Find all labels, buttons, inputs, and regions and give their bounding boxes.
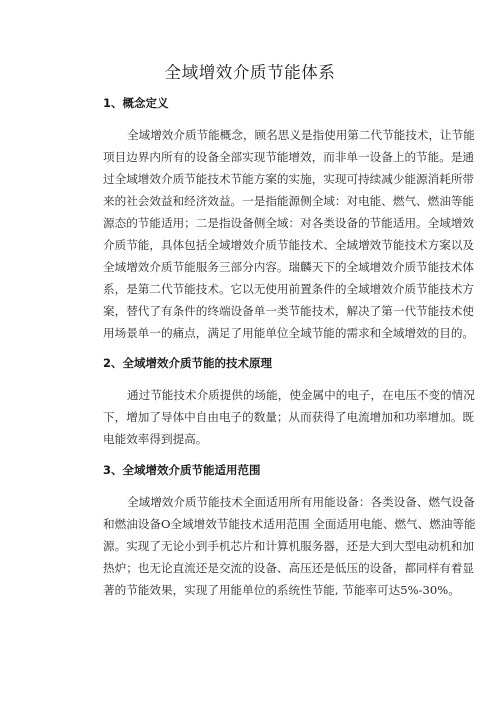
- paragraph-line: 来的社会效益和经济效益。一是指能源侧全域：对电能、燃气、燃油等能: [103, 194, 475, 208]
- section-heading-concept: 1、概念定义: [103, 96, 169, 110]
- paragraph-line: 电能效率得到提高。: [103, 432, 208, 446]
- paragraph-line: 系，是第二代节能技术。它以无使用前置条件的全域增效介质节能技术方: [103, 282, 475, 296]
- paragraph-line: 用场景单一的痛点，满足了用能单位全域节能的需求和全域增效的目的。: [103, 326, 475, 340]
- paragraph-line: 全域增效介质节能概念，顾名思义是指使用第二代节能技术，让节能: [127, 128, 475, 142]
- paragraph-line: 案，替代了有条件的终端设备单一类节能技术，解决了第一代节能技术使: [103, 304, 475, 318]
- paragraph-line: 介质节能，具体包括全域增效介质节能技术、全域增效节能技术方案以及: [103, 238, 475, 252]
- paragraph-line: 著的节能效果，实现了用能单位的系统性节能, 节能率可达5%-30%。: [103, 583, 460, 597]
- section-heading-scope: 3、全域增效介质节能适用范围: [103, 463, 261, 477]
- paragraph-line: 源态的节能适用；二是指设备侧全域：对各类设备的节能适用。全域增效: [103, 216, 475, 230]
- paragraph-line: 过全域增效介质节能技术节能方案的实施，实现可持续减少能源消耗所带: [103, 172, 475, 186]
- paragraph-line: 热炉；也无论直流还是交流的设备、高压还是低压的设备，都同样有着显: [103, 561, 475, 575]
- document-title: 全域增效介质节能体系: [164, 63, 336, 82]
- paragraph-line: 全域增效介质节能技术全面适用所有用能设备：各类设备、燃气设备: [127, 495, 475, 509]
- paragraph-line: 源。实现了无论小到手机芯片和计算机服务器，还是大到大型电动机和加: [103, 539, 475, 553]
- paragraph-line: 通过节能技术介质提供的场能，使金属中的电子，在电压不变的情况: [127, 388, 475, 402]
- paragraph-line: 和燃油设备O全域增效节能技术适用范围 全面适用电能、燃气、燃油等能: [103, 517, 476, 531]
- paragraph-line: 下，增加了导体中自由电子的数量；从而获得了电流增加和功率增加。既: [103, 410, 475, 424]
- paragraph-line: 项目边界内所有的设备全部实现节能增效，而非单一设备上的节能。是通: [103, 150, 475, 164]
- paragraph-line: 全域增效介质节能服务三部分内容。瑞麟天下的全域增效介质节能技术体: [103, 260, 475, 274]
- section-heading-principle: 2、全域增效介质节能的技术原理: [103, 356, 272, 370]
